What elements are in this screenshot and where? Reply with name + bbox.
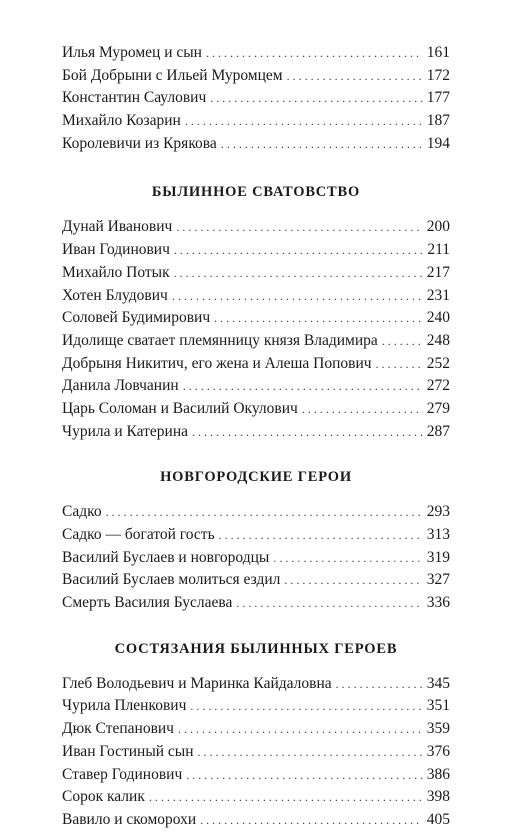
leader-dots: [185, 110, 423, 133]
entry-title: Василий Буслаев молиться ездил: [62, 571, 281, 589]
entry-title: Смерть Василия Буслаева: [62, 594, 233, 612]
toc-entry: [62, 786, 450, 809]
toc-entry: [62, 398, 450, 421]
entry-page-number: 359: [426, 720, 450, 738]
leader-dots: [172, 285, 423, 308]
leader-dots: [336, 673, 423, 696]
entry-page-number: 211: [427, 241, 450, 259]
toc-entry: [62, 307, 450, 330]
entry-title: Добрыня Никитич, его жена и Алеша Попович: [62, 354, 372, 372]
toc-entry: [62, 353, 450, 376]
toc-entry: [62, 809, 450, 832]
entry-title: Иван Годинович: [62, 241, 170, 259]
section-heading: БЫЛИННОЕ СВАТОВСТВО: [151, 184, 361, 201]
toc-entry: [62, 87, 450, 110]
entry-page-number: 293: [426, 503, 450, 521]
toc-entry: [62, 285, 450, 308]
entry-page-number: 398: [426, 788, 450, 806]
toc-entry: [62, 547, 450, 570]
toc-section: [62, 216, 450, 443]
entry-page-number: 287: [426, 422, 450, 440]
leader-dots: [174, 239, 423, 262]
leader-dots: [190, 695, 422, 718]
entry-title: Дюк Степанович: [62, 720, 174, 738]
leader-dots: [186, 764, 423, 787]
entry-title: Ставер Годинович: [62, 765, 183, 783]
table-of-contents: [62, 42, 450, 832]
toc-entry: [62, 216, 450, 239]
toc-section: [62, 501, 450, 614]
entry-page-number: 319: [426, 548, 450, 566]
entry-page-number: 177: [426, 89, 450, 107]
toc-entry: [62, 718, 450, 741]
entry-title: Михайло Козарин: [62, 112, 181, 130]
entry-page-number: 272: [426, 377, 450, 395]
toc-entry: [62, 110, 450, 133]
entry-page-number: 336: [426, 594, 450, 612]
leader-dots: [219, 524, 423, 547]
leader-dots: [178, 718, 423, 741]
entry-page-number: 345: [426, 674, 450, 692]
entry-page-number: 187: [426, 112, 450, 130]
entry-title: Идолище сватает племянницу князя Владимира: [62, 331, 378, 349]
leader-dots: [149, 786, 423, 809]
entry-page-number: 327: [426, 571, 450, 589]
leader-dots: [221, 133, 423, 156]
entry-title: Данила Ловчанин: [62, 377, 179, 395]
toc-entry: [62, 673, 450, 696]
entry-title: Соловей Будимирович: [62, 309, 211, 327]
entry-page-number: 217: [426, 263, 450, 281]
entry-title: Василий Буслаев и новгородцы: [62, 548, 270, 566]
section-heading: СОСТЯЗАНИЯ БЫЛИННЫХ ГЕРОЕВ: [114, 640, 398, 657]
entry-page-number: 248: [426, 331, 450, 349]
toc-entry: [62, 330, 450, 353]
entry-page-number: 231: [426, 286, 450, 304]
entry-title: Хотен Блудович: [62, 286, 168, 304]
entry-title: Илья Муромец и сын: [62, 44, 202, 61]
leader-dots: [192, 421, 423, 444]
entry-title: Садко — богатой гость: [62, 526, 215, 543]
toc-entry: [62, 741, 450, 764]
entry-title: Садко: [62, 503, 102, 521]
entry-page-number: 240: [426, 309, 450, 327]
entry-page-number: 161: [426, 44, 450, 61]
entry-page-number: 386: [426, 765, 450, 783]
leader-dots: [273, 547, 422, 570]
entry-page-number: 376: [426, 742, 450, 760]
toc-entry: [62, 421, 450, 444]
entry-page-number: 405: [426, 810, 450, 828]
entry-title: Дунай Иванович: [62, 218, 173, 236]
toc-entry: [62, 501, 450, 524]
entry-title: Вавило и скоморохи: [62, 810, 197, 828]
toc-entry: [62, 695, 450, 718]
toc-entry: [62, 133, 450, 156]
toc-entry: [62, 375, 450, 398]
leader-dots: [176, 216, 422, 239]
section-heading: НОВГОРОДСКИЕ ГЕРОИ: [160, 469, 352, 486]
leader-dots: [183, 375, 423, 398]
entry-title: Глеб Володьевич и Маринка Кайдаловна: [62, 674, 332, 692]
toc-section: [62, 673, 450, 832]
toc-entry: [62, 764, 450, 787]
leader-dots: [284, 569, 422, 592]
toc-entry: [62, 262, 450, 285]
entry-title: Михайло Потык: [62, 263, 170, 281]
toc-entry: [62, 42, 450, 65]
leader-dots: [106, 501, 423, 524]
entry-page-number: 172: [426, 66, 450, 84]
entry-title: Царь Соломан и Василий Окулович: [62, 399, 298, 417]
toc-section-continued: [62, 42, 450, 155]
leader-dots: [206, 42, 423, 65]
entry-title: Иван Гостиный сын: [62, 742, 194, 760]
leader-dots: [382, 330, 423, 353]
leader-dots: [302, 398, 423, 421]
entry-page-number: 194: [426, 134, 450, 152]
leader-dots: [210, 87, 422, 110]
entry-page-number: 351: [426, 697, 450, 715]
entry-page-number: 313: [426, 526, 450, 543]
entry-title: Сорок калик: [62, 788, 145, 806]
leader-dots: [198, 741, 423, 764]
toc-entry: [62, 524, 450, 547]
entry-title: Королевичи из Крякова: [62, 134, 217, 152]
entry-title: Константин Саулович: [62, 89, 207, 107]
entry-page-number: 252: [426, 354, 450, 372]
leader-dots: [214, 307, 423, 330]
entry-page-number: 200: [426, 218, 450, 236]
leader-dots: [174, 262, 423, 285]
toc-entry: [62, 65, 450, 88]
toc-entry: [62, 592, 450, 615]
leader-dots: [236, 592, 422, 615]
entry-title: Чурила и Катерина: [62, 422, 189, 440]
leader-dots: [287, 65, 423, 88]
entry-page-number: 279: [426, 399, 450, 417]
entry-title: Бой Добрыни с Ильей Муромцем: [62, 66, 283, 84]
entry-title: Чурила Пленкович: [62, 697, 187, 715]
leader-dots: [200, 809, 423, 832]
toc-entry: [62, 569, 450, 592]
toc-entry: [62, 239, 450, 262]
leader-dots: [376, 353, 423, 376]
